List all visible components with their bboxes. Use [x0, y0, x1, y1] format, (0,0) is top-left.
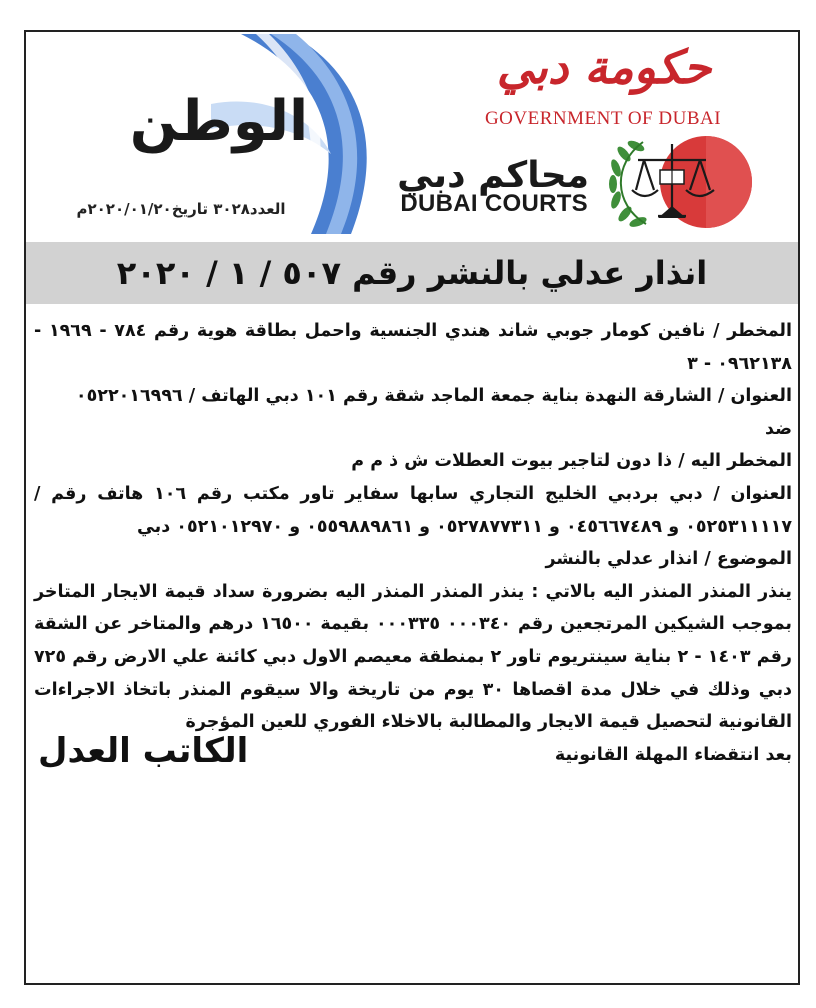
versus-line: ضد	[764, 418, 792, 439]
dubai-courts-name-en: DUBAI COURTS	[400, 190, 588, 217]
newspaper-name: الوطن	[129, 89, 309, 154]
issue-date: العدد٣٠٢٨ تاريخ٢٠٢٠/٠١/٢٠م	[76, 200, 286, 218]
notice-body	[34, 315, 792, 779]
notice-frame	[24, 30, 800, 985]
scales-of-justice-icon	[598, 134, 774, 230]
notified-address-paragraph: العنوان / دبي بردبي الخليج التجاري سابها سفاير تاور مكتب رقم ١٠٦ هاتف رقم / ٠٥٢٥٣١١١١٧ و ٠٤٥٦٦٧٤٨٩ و ٠٥٢٧٨٧٧٣١١ و ٠٥٥٩٨٨٩٨٦١ و ٠٥٢١٠١٢٩٧٠ دبي	[34, 483, 793, 537]
title-band	[26, 242, 798, 304]
notice-text-paragraph: ينذر المنذر المنذر اليه بالاتي : ينذر المنذر المنذر اليه بضرورة سداد قيمة الايجار المتاخر بموجب الشيكين المرتجعين رقم ٠٠٠٣٤٠ ٠٠٠٣٣٥ بقيمة ١٦٥٠٠ درهم والمتاخر عن الشقة رقم ١٤٠٣ - ٢ بناية سينتريوم تاور ٢ بمنطقة معيصم الاول دبي كائنة علي الارض رقم ٧٢٥ دبي وذلك في خلال مدة اقصاها ٣٠ يوم من تاريخة والا سيقوم المنذر باتخاذ الاجراءات القانونية لتحصيل قيمة الايجار والمطالبة بالاخلاء الفوري للعين المؤجرة	[34, 581, 793, 733]
government-of-dubai-logo-en: GOVERNMENT OF DUBAI	[484, 108, 722, 129]
notifier-address-paragraph: العنوان / الشارقة النهدة بناية جمعة الماجد شقة رقم ١٠١ دبي الهاتف / ٠٥٢٢٠١٦٩٩٦	[75, 386, 792, 407]
government-of-dubai-logo-ar: حكومة دبي	[496, 40, 712, 94]
closing-row	[34, 730, 792, 779]
closing-line: بعد انتقضاء المهلة القانونية	[554, 744, 792, 765]
notifier-paragraph: المخطر / نافين كومار جوبي شاند هندي الجنسية واحمل بطاقة هوية رقم ٧٨٤ - ١٩٦٩ - ٠٩٦٢١٣٨ - ٣	[34, 321, 792, 374]
signature: الكاتب العدل	[38, 730, 249, 771]
subject-line: الموضوع / انذار عدلي بالنشر	[545, 549, 792, 570]
notified-party-paragraph: المخطر اليه / ذا دون لتاجير بيوت العطلات ش ذ م م	[351, 451, 792, 472]
notice-title: انذار عدلي بالنشر رقم ٥٠٧ / ١ / ٢٠٢٠	[116, 254, 708, 292]
dubai-courts-name-ar: محاكم دبي	[397, 155, 589, 196]
